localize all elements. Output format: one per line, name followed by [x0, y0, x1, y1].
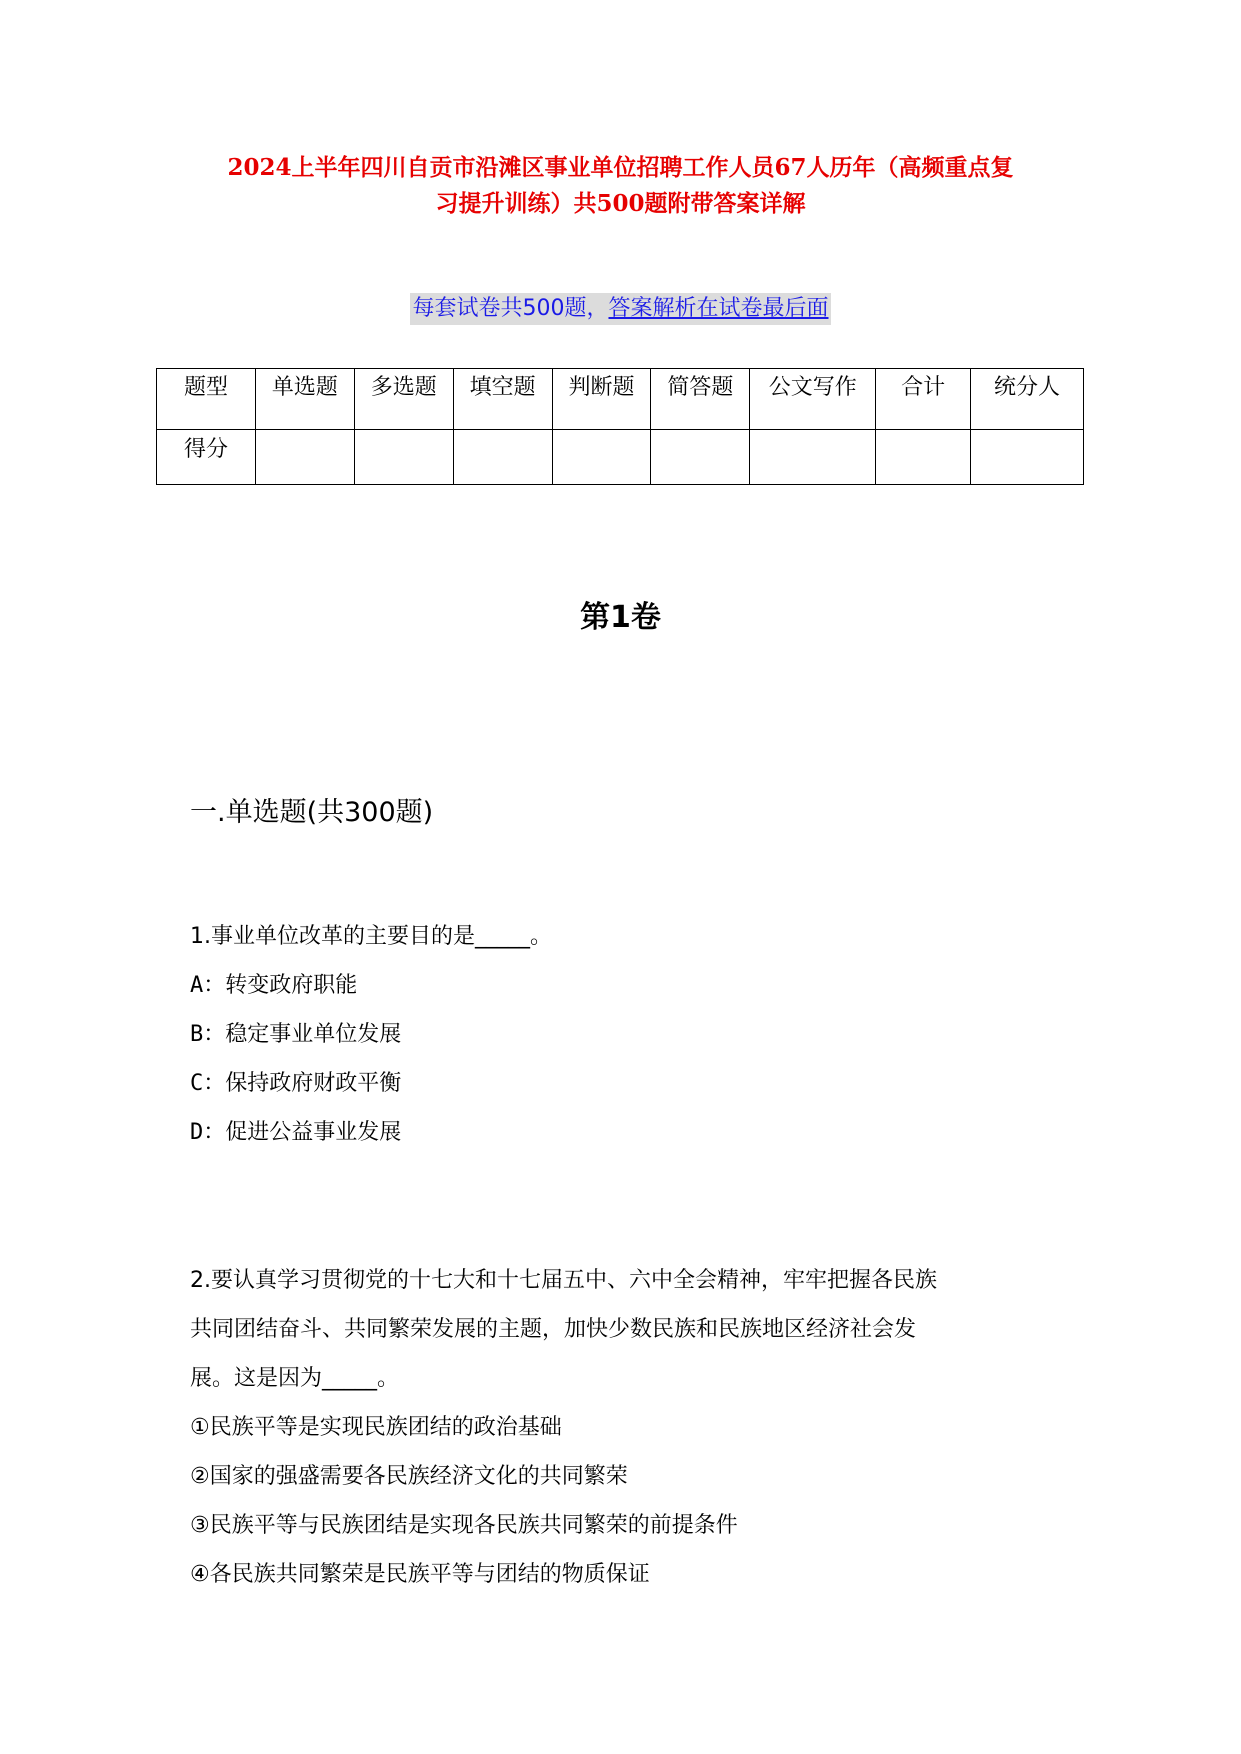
question-stem-line: 展。这是因为_____。: [190, 1366, 400, 1391]
score-row-label: 得分: [157, 430, 256, 485]
question-2: [190, 1256, 1070, 1599]
notice-part-2: 答案解析在试卷最后面: [608, 296, 829, 321]
option-b: B：稳定事业单位发展: [190, 1022, 402, 1047]
statement-item: ④各民族共同繁荣是民族平等与团结的物质保证: [190, 1562, 650, 1587]
table-header-cell: 填空题: [453, 369, 552, 430]
score-cell[interactable]: [453, 430, 552, 485]
score-table-score-row: [157, 430, 1084, 485]
score-cell[interactable]: [971, 430, 1084, 485]
table-header-cell: 统分人: [971, 369, 1084, 430]
notice-text: [410, 293, 830, 325]
notice: [0, 293, 1241, 325]
option-d: D：促进公益事业发展: [190, 1120, 402, 1145]
score-cell[interactable]: [354, 430, 453, 485]
table-header-cell: 简答题: [651, 369, 750, 430]
statement-item: ②国家的强盛需要各民族经济文化的共同繁荣: [190, 1464, 628, 1489]
table-header-cell: 多选题: [354, 369, 453, 430]
title-line-1: 2024上半年四川自贡市沿滩区事业单位招聘工作人员67人历年（高频重点复: [227, 154, 1014, 181]
question-stem-line: 2.要认真学习贯彻党的十七大和十七届五中、六中全会精神，牢牢把握各民族: [190, 1268, 937, 1293]
table-header-cell: 合计: [876, 369, 971, 430]
question-stem: 1.事业单位改革的主要目的是_____。: [190, 924, 552, 949]
table-header-cell: 判断题: [552, 369, 651, 430]
score-table: [156, 368, 1084, 485]
score-cell[interactable]: [750, 430, 876, 485]
volume-title: 第1卷: [580, 600, 661, 635]
document-title: [150, 150, 1091, 222]
option-a: A：转变政府职能: [190, 973, 358, 998]
statement-item: ①民族平等是实现民族团结的政治基础: [190, 1415, 562, 1440]
score-cell[interactable]: [255, 430, 354, 485]
table-header-cell: 题型: [157, 369, 256, 430]
option-c: C：保持政府财政平衡: [190, 1071, 402, 1096]
section-title: 一.单选题(共300题): [190, 797, 434, 828]
score-table-header-row: [157, 369, 1084, 430]
score-cell[interactable]: [651, 430, 750, 485]
title-line-2: 习提升训练）共500题附带答案详解: [435, 190, 806, 217]
table-header-cell: 公文写作: [750, 369, 876, 430]
table-header-cell: 单选题: [255, 369, 354, 430]
question-stem-line: 共同团结奋斗、共同繁荣发展的主题，加快少数民族和民族地区经济社会发: [190, 1317, 917, 1342]
notice-part-1: 每套试卷共500题，: [412, 296, 609, 321]
score-cell[interactable]: [552, 430, 651, 485]
statement-item: ③民族平等与民族团结是实现各民族共同繁荣的前提条件: [190, 1513, 738, 1538]
score-cell[interactable]: [876, 430, 971, 485]
question-1: [190, 912, 1070, 1157]
